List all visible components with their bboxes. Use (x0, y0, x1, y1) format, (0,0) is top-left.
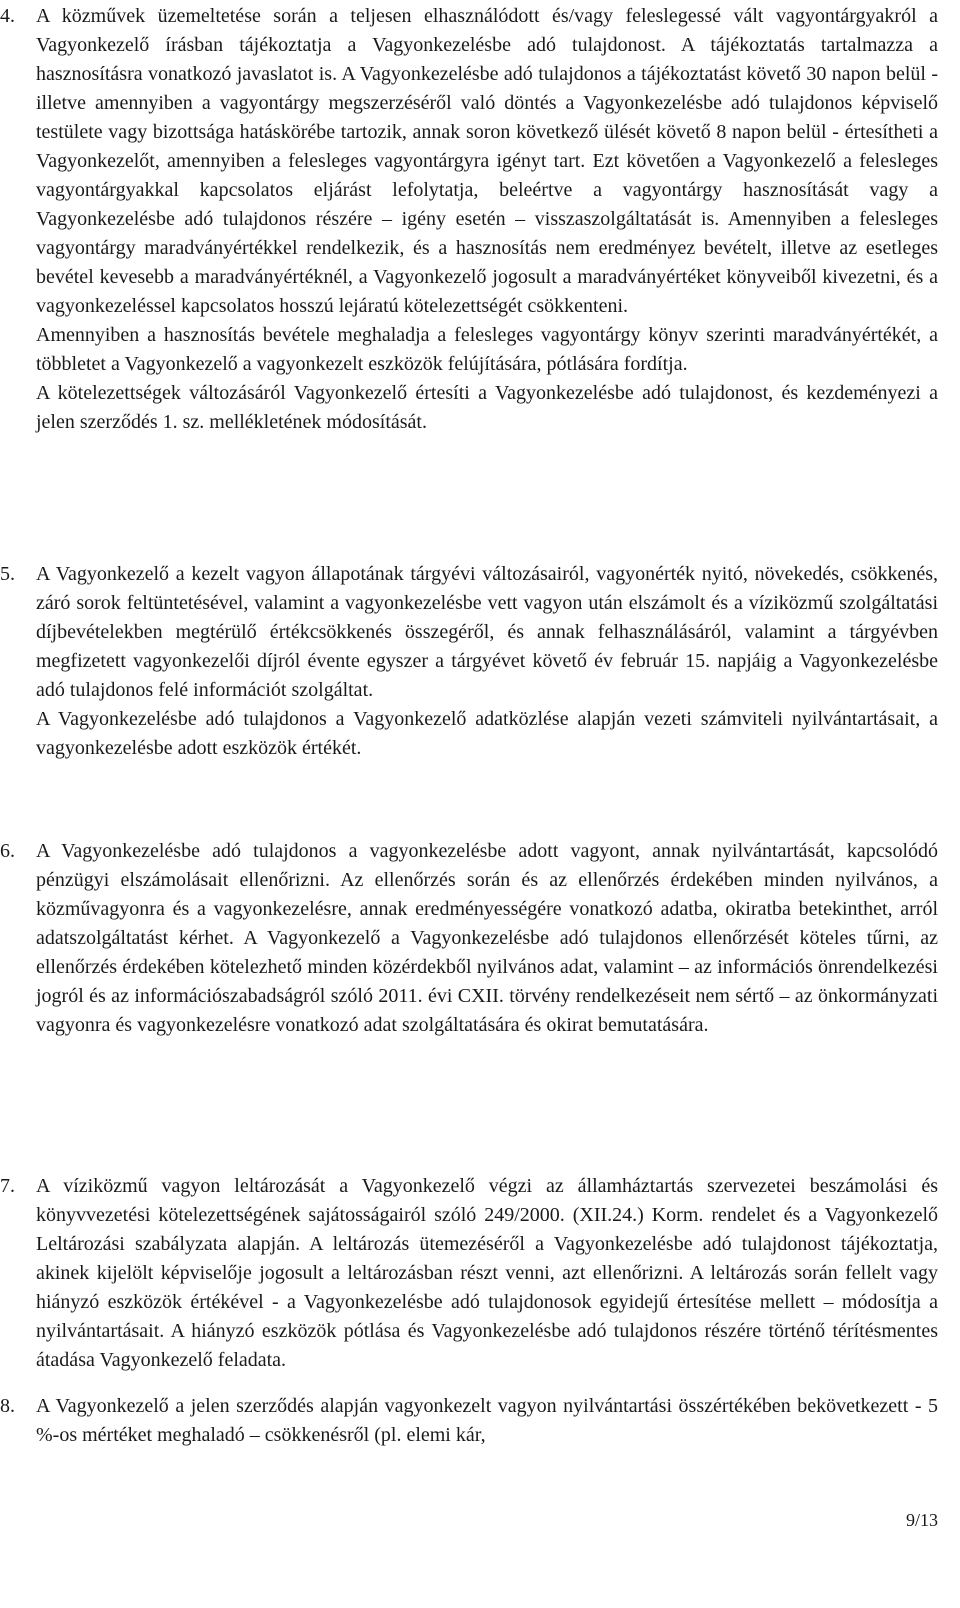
paragraph: A Vagyonkezelő a kezelt vagyon állapotának tárgyévi változásairól, vagyonérték nyitó, növekedés, csökkenés, záró sorok feltüntetésével, valamint a vagyonkezelésbe vett vagyon után elszámolt és a víziközmű szolgáltatási díjbevételekben megtérülő értékcsökkenés összegéről, és annak felhasználásáról, valamint a tárgyévben megfizetett vagyonkezelői díjról évente egyszer a tárgyévet követő év február 15. napjáig a Vagyonkezelésbe adó tulajdonos felé információt szolgáltat. (36, 563, 938, 701)
item-content (36, 1172, 938, 1375)
item-content (36, 837, 938, 1040)
item-content (36, 560, 938, 763)
paragraph: A víziközmű vagyon leltározását a Vagyonkezelő végzi az államháztartás szervezetei beszámolási és könyvvezetési kötelezettségének sajátosságairól szóló 249/2000. (XII.24.) Korm. rendelet és a Vagyonkezelő Leltározási szabályzata alapján. A leltározás ütemezéséről a Vagyonkezelésbe adó tulajdonost tájékoztatja, akinek kijelölt képviselője jogosult a leltározásban részt venni, azt ellenőrizni. A leltározás során fellelt vagy hiányzó eszközök értékével - a Vagyonkezelésbe adó tulajdonosok egyidejű értesítése mellett – módosítja a nyilvántartásait. A hiányzó eszközök pótlása és Vagyonkezelésbe adó tulajdonos részére történő térítésmentes átadása Vagyonkezelő feladata. (36, 1175, 938, 1371)
paragraph: A Vagyonkezelésbe adó tulajdonos a Vagyonkezelő adatközlése alapján vezeti számviteli nyilvántartásait, a vagyonkezelésbe adott eszközök értékét. (36, 708, 938, 759)
item-number: 8. (0, 1395, 15, 1417)
item-number: 6. (0, 840, 15, 862)
paragraph: A közművek üzemeltetése során a teljesen elhasználódott és/vagy feleslegessé vált vagyontárgyakról a Vagyonkezelő írásban tájékoztatja a Vagyonkezelésbe adó tulajdonost. A tájékoztatás tartalmazza a hasznosításra vonatkozó javaslatot is. A Vagyonkezelésbe adó tulajdonos a tájékoztatást követő 30 napon belül - illetve amennyiben a vagyontárgy megszerzéséről való döntés a Vagyonkezelésbe adó tulajdonos képviselő testülete vagy bizottsága hatáskörébe tartozik, annak soron következő ülését követő 8 napon belül - értesítheti a Vagyonkezelőt, amennyiben a felesleges vagyontárgyra igényt tart. Ezt követően a Vagyonkezelő a felesleges vagyontárgyakkal kapcsolatos eljárást lefolytatja, beleértve a vagyontárgy hasznosítását vagy a Vagyonkezelésbe adó tulajdonos részére – igény esetén – visszaszolgáltatását is. Amennyiben a felesleges vagyontárgy maradványértékkel rendelkezik, és a hasznosítás nem eredményez bevételt, illetve az esetleges bevétel kevesebb a maradványértéknél, a Vagyonkezelő jogosult a maradványértéket könyveiből kivezetni, és a vagyonkezeléssel kapcsolatos hosszú lejáratú kötelezettségét csökkenteni. (36, 5, 938, 317)
item-number: 7. (0, 1175, 15, 1197)
page-number: 9/13 (905, 1510, 938, 1530)
item-number: 4. (0, 5, 15, 27)
item-content (36, 2, 938, 437)
paragraph: Amennyiben a hasznosítás bevétele meghaladja a felesleges vagyontárgy könyv szerinti maradványértékét, a többletet a Vagyonkezelő a vagyonkezelt eszközök felújítására, pótlására fordítja. (36, 324, 938, 375)
paragraph: A Vagyonkezelő a jelen szerződés alapján vagyonkezelt vagyon nyilvántartási összértékében bekövetkezett - 5 %-os mértéket meghaladó – csökkenésről (pl. elemi kár, (36, 1395, 938, 1446)
paragraph: A Vagyonkezelésbe adó tulajdonos a vagyonkezelésbe adott vagyont, annak nyilvántartását, kapcsolódó pénzügyi elszámolásait ellenőrizni. Az ellenőrzés során és az ellenőrzés érdekében minden nyilvános, a közművagyonra és a vagyonkezelésre, annak eredményességére vonatkozó adatba, okiratba betekinthet, arról adatszolgáltatást kérhet. A Vagyonkezelő a Vagyonkezelésbe adó tulajdonos ellenőrzését köteles tűrni, az ellenőrzés érdekében kötelezhető minden közérdekből nyilvános adat, valamint – az információs önrendelkezési jogról és az információszabadságról szóló 2011. évi CXII. törvény rendelkezéseit nem sértő – az önkormányzati vagyonra és vagyonkezelésre vonatkozó adat szolgáltatására és okirat bemutatására. (36, 840, 938, 1036)
item-content (36, 1392, 938, 1450)
paragraph: A kötelezettségek változásáról Vagyonkezelő értesíti a Vagyonkezelésbe adó tulajdonost, és kezdeményezi a jelen szerződés 1. sz. mellékletének módosítását. (36, 382, 938, 433)
item-number: 5. (0, 563, 15, 585)
